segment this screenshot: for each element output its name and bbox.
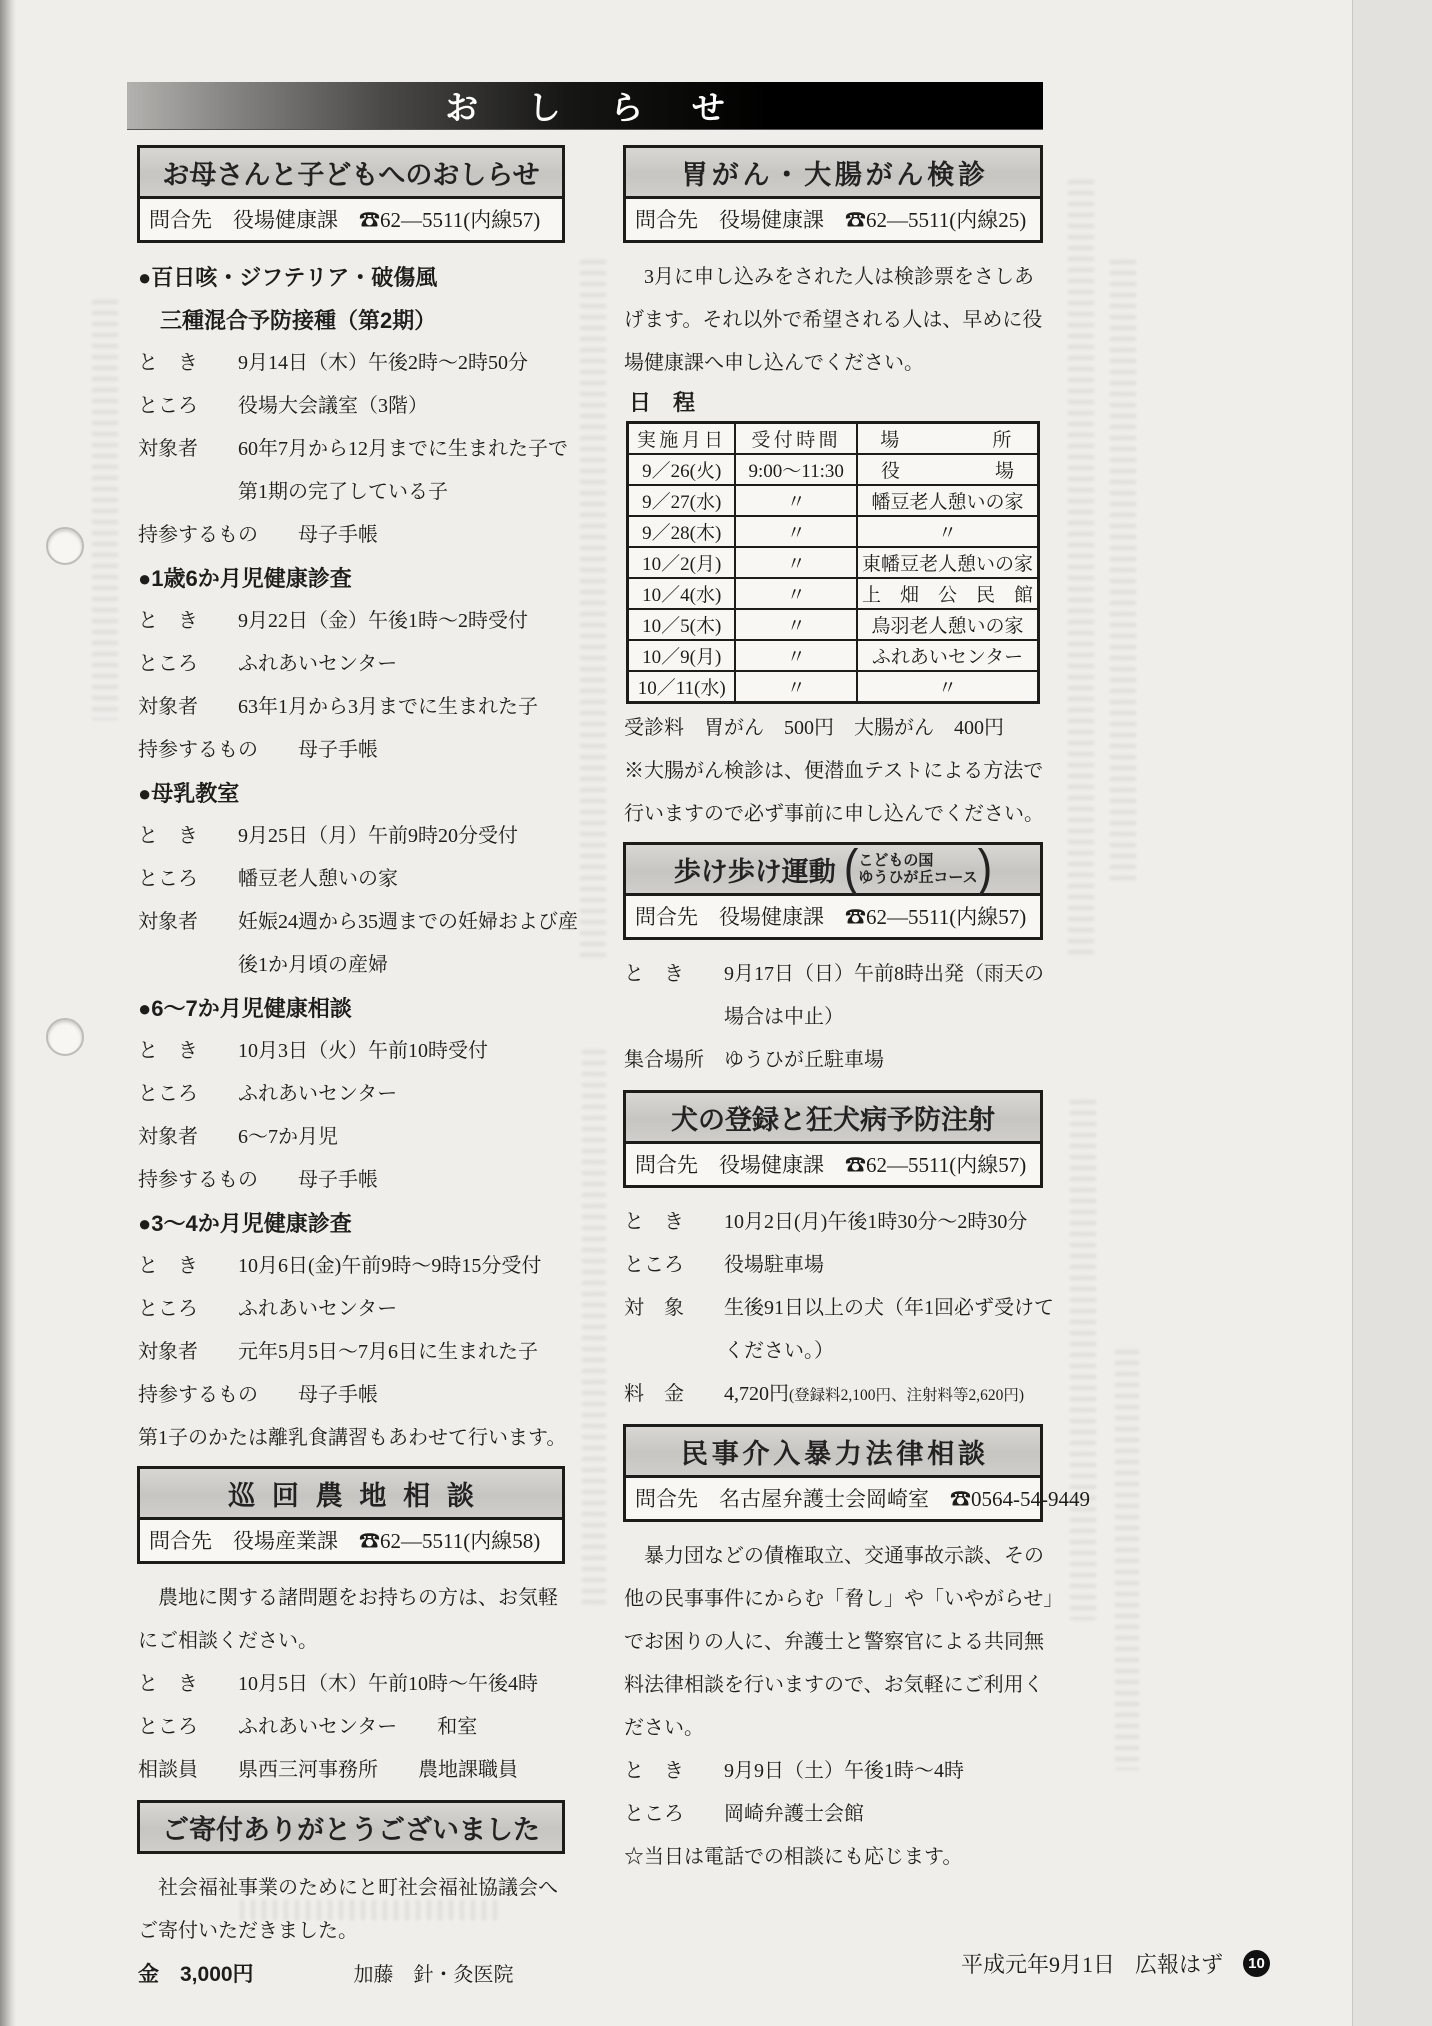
table-cell: 9／26(火) — [628, 454, 736, 485]
table-cell: 10／2(月) — [628, 547, 736, 578]
table-cell: 〃 — [857, 671, 1039, 703]
text-line: と き 9月17日（日）午前8時出発（雨天の — [624, 963, 1044, 985]
text-line: ●3～4か月児健康診査 — [138, 1211, 352, 1236]
open-paren-glyph: ( — [843, 840, 859, 897]
table-cell: 役 場 — [857, 454, 1039, 485]
section-body — [623, 950, 1043, 1082]
text-line: ☆当日は電話での相談にも応じます。 — [624, 1846, 963, 1868]
title-note-line: ゆうひが丘コース — [858, 869, 978, 886]
bleed-through-artifact — [1070, 1100, 1096, 1620]
table-header-row — [628, 423, 1039, 455]
text-line: 対 象 生後91日以上の犬（年1回必ず受けて — [624, 1297, 1054, 1319]
section-body — [137, 1574, 565, 1792]
footer-date: 平成元年9月1日 — [960, 1951, 1115, 1977]
text-line: 第1期の完了している子 — [138, 481, 448, 503]
section-walking-event — [623, 842, 1043, 940]
text-line: と き 10月3日（火）午前10時受付 — [138, 1040, 488, 1062]
bleed-through-artifact — [92, 300, 118, 720]
text-line: 社会福祉事業のためにと町社会福祉協議会へ — [138, 1877, 558, 1899]
contact-line: 問合先 役場健康課 ☎62—5511(内線57) — [140, 196, 562, 240]
text-line: 相談員 県西三河事務所 農地課職員 — [138, 1759, 518, 1781]
contact-line: 問合先 名古屋弁護士会岡崎室 ☎0564-54-9449 — [626, 1475, 1040, 1519]
text-line: 場健康課へ申し込んでください。 — [624, 352, 924, 374]
section-legal-consult — [623, 1424, 1090, 1522]
table-cell: 幡豆老人憩いの家 — [857, 485, 1039, 516]
table-row — [628, 454, 1039, 485]
table-cell: 10／5(木) — [628, 609, 736, 640]
text-line: ところ 岡崎弁護士会館 — [624, 1803, 864, 1825]
table-header-cell: 場 所 — [857, 423, 1039, 455]
text-line: 暴力団などの債権取立、交通事故示談、その — [624, 1545, 1044, 1567]
text-line: ところ ふれあいセンター — [138, 1298, 398, 1320]
table-cell: 〃 — [735, 485, 857, 516]
text-line: と き 10月2日(月)午後1時30分～2時30分 — [624, 1211, 1028, 1233]
table-cell: 〃 — [735, 547, 857, 578]
text-line: ください。） — [624, 1340, 834, 1362]
table-row — [628, 485, 1039, 516]
schedule-table — [626, 421, 1040, 704]
text-line: 持参するもの 母子手帳 — [138, 739, 378, 761]
text-line: 集合場所 ゆうひが丘駐車場 — [624, 1049, 884, 1071]
scan-left-edge — [0, 0, 16, 2026]
table-cell: 〃 — [735, 671, 857, 703]
text-line: ●百日咳・ジフテリア・破傷風 — [138, 265, 438, 290]
schedule-label: 日 程 — [629, 390, 696, 415]
text-line: と き 10月6日(金)午前9時～9時15分受付 — [138, 1255, 542, 1277]
text-line: と き 9月25日（月）午前9時20分受付 — [138, 825, 518, 847]
section-body — [623, 253, 1043, 385]
text-line: ●6～7か月児健康相談 — [138, 996, 352, 1021]
text-line: ご寄付いただきました。 — [138, 1920, 358, 1942]
section-header-bar — [140, 1803, 562, 1851]
text-line: 持参するもの 母子手帳 — [138, 1384, 378, 1406]
text-line: と き 9月9日（土）午後1時～4時 — [624, 1760, 964, 1782]
section-title: 民事介入暴力法律相談 — [680, 1438, 989, 1469]
text-line: 受診料 胃がん 500円 大腸がん 400円 — [624, 717, 1004, 739]
section-body — [623, 1198, 1054, 1416]
text-line: 場合は中止） — [624, 1006, 844, 1028]
text-line: 金 3,000円 加藤 針・灸医院 — [138, 1963, 514, 1986]
bleed-through-artifact — [580, 260, 606, 960]
section-body — [623, 1532, 1064, 1879]
close-paren-glyph: ) — [977, 840, 993, 897]
table-row — [628, 547, 1039, 578]
table-cell: 10／9(月) — [628, 640, 736, 671]
text-line: ところ ふれあいセンター 和室 — [138, 1716, 478, 1738]
text-line: 対象者 6～7か月児 — [138, 1126, 338, 1148]
section-header-bar — [140, 1469, 562, 1517]
section-header-bar — [626, 1093, 1040, 1141]
text-line: 対象者 妊娠24週から35週までの妊婦および産 — [138, 911, 578, 933]
table-cell: 10／4(水) — [628, 578, 736, 609]
footer-publication: 広報はず — [1134, 1951, 1223, 1977]
table-cell: 9／27(水) — [628, 485, 736, 516]
text-line: ださい。 — [624, 1717, 704, 1739]
table-row — [628, 516, 1039, 547]
text-line: ●1歳6か月児健康診査 — [138, 566, 352, 591]
contact-line: 問合先 役場健康課 ☎62—5511(内線57) — [626, 893, 1040, 937]
section-title: 巡回農地相談 — [228, 1480, 491, 1511]
text-line: 第1子のかたは離乳食講習もあわせて行います。 — [138, 1427, 567, 1449]
section-body — [137, 253, 578, 1460]
text-line: 持参するもの 母子手帳 — [138, 524, 378, 546]
left-column — [137, 145, 578, 1996]
table-cell: 10／11(水) — [628, 671, 736, 703]
table-cell: 東幡豆老人憩いの家 — [857, 547, 1039, 578]
text-line: ところ ふれあいセンター — [138, 653, 398, 675]
section-title-note — [843, 840, 993, 897]
bleed-through-artifact — [1110, 260, 1136, 880]
table-cell: 〃 — [735, 640, 857, 671]
text-line: 3月に申し込みをされた人は検診票をさしあ — [624, 266, 1034, 288]
text-line: ところ ふれあいセンター — [138, 1083, 398, 1105]
section-cancer-screening — [623, 145, 1043, 243]
section-title: 犬の登録と狂犬病予防注射 — [671, 1104, 995, 1135]
text-line: と き 9月14日（木）午後2時～2時50分 — [138, 352, 528, 374]
page-footer — [830, 1946, 1270, 1980]
table-row — [628, 609, 1039, 640]
text-line: 三種混合予防接種（第2期） — [138, 308, 437, 333]
page-number-badge: 10 — [1243, 1950, 1270, 1977]
table-header-cell: 受付時間 — [735, 423, 857, 455]
text-line: 料 金 4,720円(登録料2,100円、注射料等2,620円) — [624, 1383, 1025, 1405]
text-line: 料法律相談を行いますので、お気軽にご利用く — [624, 1674, 1044, 1696]
text-line: ●母乳教室 — [138, 781, 240, 806]
table-cell: 〃 — [857, 516, 1039, 547]
table-row — [628, 671, 1039, 703]
scan-right-margin — [1352, 0, 1432, 2026]
text-line: 持参するもの 母子手帳 — [138, 1169, 378, 1191]
section-title: ご寄付ありがとうございました — [162, 1814, 540, 1845]
section-title: お母さんと子どもへのおしらせ — [162, 159, 540, 190]
text-line: 対象者 元年5月5日～7月6日に生まれた子 — [138, 1341, 538, 1363]
section-donation — [137, 1800, 565, 1854]
section-header-bar — [626, 148, 1040, 196]
table-cell: 9:00～11:30 — [735, 454, 857, 485]
text-line: げます。それ以外で希望される人は、早めに役 — [624, 309, 1043, 331]
text-line: 行いますので必ず事前に申し込んでください。 — [624, 803, 1044, 825]
section-header-bar — [626, 840, 1040, 897]
table-cell: 上 畑 公 民 館 — [857, 578, 1039, 609]
bleed-through-artifact — [1115, 1350, 1139, 1770]
text-line: 対象者 60年7月から12月までに生まれた子で — [138, 438, 568, 460]
text-line: にご相談ください。 — [138, 1630, 318, 1652]
section-farm-consult — [137, 1466, 565, 1564]
bleed-through-artifact — [582, 1050, 606, 1610]
section-mother-child — [137, 145, 565, 243]
text-line: ところ 役場駐車場 — [624, 1254, 824, 1276]
section-title: 歩け歩け運動 — [673, 856, 836, 887]
section-header-bar — [140, 148, 562, 196]
text-line: 後1か月頃の産婦 — [138, 954, 388, 976]
table-cell: 鳥羽老人憩いの家 — [857, 609, 1039, 640]
text-line: でお困りの人に、弁護士と警察官による共同無 — [624, 1631, 1044, 1653]
table-cell: ふれあいセンター — [857, 640, 1039, 671]
section-body — [137, 1864, 565, 1996]
title-note-line: こどもの国 — [858, 851, 934, 869]
text-line: ※大腸がん検診は、便潜血テストによる方法で — [624, 760, 1044, 782]
page-banner — [127, 82, 1043, 129]
text-line: と き 9月22日（金）午後1時～2時受付 — [138, 610, 528, 632]
table-row — [628, 578, 1039, 609]
section-dog-registration — [623, 1090, 1043, 1188]
text-line: ところ 役場大会議室（3階） — [138, 395, 428, 417]
table-header-cell: 実施月日 — [628, 423, 736, 455]
right-column — [623, 145, 1090, 1879]
table-cell: 〃 — [735, 578, 857, 609]
contact-line: 問合先 役場健康課 ☎62—5511(内線57) — [626, 1141, 1040, 1185]
bleed-through-artifact — [1068, 180, 1094, 960]
section-body — [623, 704, 1043, 836]
table-cell: 9／28(木) — [628, 516, 736, 547]
table-row — [628, 640, 1039, 671]
section-header-bar — [626, 1427, 1040, 1475]
text-line: と き 10月5日（木）午前10時～午後4時 — [138, 1673, 538, 1695]
hole-punch-icon — [46, 527, 84, 565]
contact-line: 問合先 役場産業課 ☎62—5511(内線58) — [140, 1517, 562, 1561]
page-title: おしらせ — [445, 89, 775, 126]
text-line: 対象者 63年1月から3月までに生まれた子 — [138, 696, 538, 718]
text-line: ところ 幡豆老人憩いの家 — [138, 868, 398, 890]
hole-punch-icon — [46, 1018, 84, 1056]
table-cell: 〃 — [735, 516, 857, 547]
text-line: 農地に関する諸問題をお持ちの方は、お気軽 — [138, 1587, 558, 1609]
section-title: 胃がん・大腸がん検診 — [680, 159, 989, 190]
contact-line: 問合先 役場健康課 ☎62—5511(内線25) — [626, 196, 1040, 240]
table-cell: 〃 — [735, 609, 857, 640]
text-line: 他の民事事件にからむ「脅し」や「いやがらせ」 — [624, 1588, 1064, 1610]
